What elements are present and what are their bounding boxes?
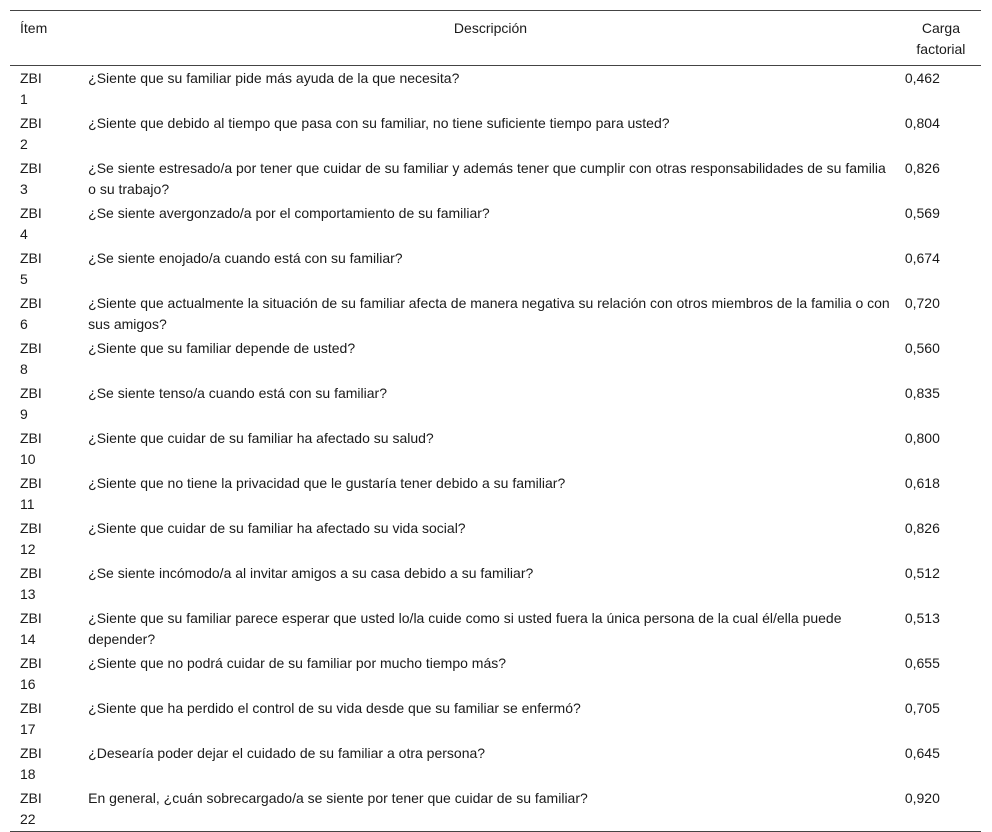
item-number: 8 [20, 361, 28, 377]
table-row [10, 471, 981, 516]
item-number: 6 [20, 316, 28, 332]
table-row [10, 516, 981, 561]
header-item: Ítem [20, 20, 48, 36]
item-code: ZBI [20, 790, 42, 806]
item-cell [10, 246, 88, 291]
loading-cell: 0,804 [904, 115, 940, 131]
item-code: ZBI [20, 430, 42, 446]
table-row [10, 381, 981, 426]
factor-loadings-table [10, 10, 981, 832]
item-cell [10, 786, 88, 832]
description-cell: En general, ¿cuán sobrecargado/a se siente por tener que cuidar de su familiar? [88, 790, 588, 806]
item-number: 17 [20, 721, 36, 737]
item-code: ZBI [20, 70, 42, 86]
table-header [10, 11, 981, 66]
table-row [10, 111, 981, 156]
item-number: 2 [20, 136, 28, 152]
table-row [10, 246, 981, 291]
item-code: ZBI [20, 250, 42, 266]
description-cell: ¿Siente que su familiar pide más ayuda de la que necesita? [88, 70, 460, 86]
loading-cell: 0,720 [904, 295, 940, 311]
loading-cell: 0,513 [904, 610, 940, 626]
item-cell [10, 426, 88, 471]
description-cell: ¿Se siente avergonzado/a por el comportamiento de su familiar? [88, 205, 490, 221]
header-loading-line1: Carga [921, 20, 960, 36]
item-cell [10, 696, 88, 741]
item-code: ZBI [20, 295, 42, 311]
item-cell [10, 336, 88, 381]
item-cell [10, 651, 88, 696]
header-row [10, 11, 981, 66]
item-code: ZBI [20, 160, 42, 176]
table-row [10, 156, 981, 201]
loading-cell: 0,835 [904, 385, 940, 401]
item-code: ZBI [20, 475, 42, 491]
header-loading-line2: factorial [916, 41, 966, 57]
item-code: ZBI [20, 115, 42, 131]
factor-loadings-table-container [10, 10, 981, 832]
item-number: 5 [20, 271, 28, 287]
loading-cell: 0,618 [904, 475, 940, 491]
description-cell: ¿Siente que cuidar de su familiar ha afectado su salud? [88, 430, 434, 446]
item-cell [10, 606, 88, 651]
item-number: 4 [20, 226, 28, 242]
item-code: ZBI [20, 520, 42, 536]
description-cell: ¿Se siente enojado/a cuando está con su familiar? [88, 250, 403, 266]
item-cell [10, 561, 88, 606]
item-cell [10, 111, 88, 156]
item-cell [10, 201, 88, 246]
item-number: 3 [20, 181, 28, 197]
loading-cell: 0,826 [904, 160, 940, 176]
loading-cell: 0,705 [904, 700, 940, 716]
item-code: ZBI [20, 565, 42, 581]
item-number: 12 [20, 541, 36, 557]
item-cell [10, 381, 88, 426]
item-code: ZBI [20, 700, 42, 716]
loading-cell: 0,560 [904, 340, 940, 356]
description-cell: ¿Se siente estresado/a por tener que cuidar de su familiar y además tener que cumplir con otras responsabilidades de su familia o su trabajo? [88, 160, 886, 197]
item-number: 1 [20, 91, 28, 107]
description-cell: ¿Siente que ha perdido el control de su vida desde que su familiar se enfermó? [88, 700, 581, 716]
item-code: ZBI [20, 610, 42, 626]
table-row [10, 201, 981, 246]
item-number: 11 [20, 496, 35, 512]
table-body [10, 66, 981, 832]
description-cell: ¿Se siente incómodo/a al invitar amigos a su casa debido a su familiar? [88, 565, 534, 581]
item-number: 22 [20, 811, 36, 827]
item-number: 13 [20, 586, 36, 602]
header-loading [901, 11, 981, 66]
loading-cell: 0,826 [904, 520, 940, 536]
item-code: ZBI [20, 745, 42, 761]
item-code: ZBI [20, 385, 42, 401]
table-row [10, 561, 981, 606]
item-number: 14 [20, 631, 36, 647]
item-cell [10, 516, 88, 561]
table-row [10, 696, 981, 741]
table-row [10, 606, 981, 651]
description-cell: ¿Siente que actualmente la situación de su familiar afecta de manera negativa su relación con otros miembros de la familia o con sus amigos? [88, 295, 890, 332]
header-description: Descripción [453, 20, 528, 36]
description-cell: ¿Siente que su familiar parece esperar que usted lo/la cuide como si usted fuera la única persona de la cual él/ella puede depender? [88, 610, 842, 647]
loading-cell: 0,655 [904, 655, 940, 671]
loading-cell: 0,920 [904, 790, 940, 806]
loading-cell: 0,569 [904, 205, 940, 221]
description-cell: ¿Se siente tenso/a cuando está con su familiar? [88, 385, 387, 401]
table-row [10, 786, 981, 832]
loading-cell: 0,645 [904, 745, 940, 761]
loading-cell: 0,462 [904, 70, 940, 86]
item-number: 10 [20, 451, 36, 467]
item-code: ZBI [20, 205, 42, 221]
description-cell: ¿Desearía poder dejar el cuidado de su familiar a otra persona? [88, 745, 486, 761]
description-cell: ¿Siente que no tiene la privacidad que le gustaría tener debido a su familiar? [88, 475, 566, 491]
loading-cell: 0,512 [904, 565, 940, 581]
table-row [10, 741, 981, 786]
table-row [10, 336, 981, 381]
item-cell [10, 291, 88, 336]
item-code: ZBI [20, 340, 42, 356]
item-cell [10, 66, 88, 112]
description-cell: ¿Siente que no podrá cuidar de su familiar por mucho tiempo más? [88, 655, 507, 671]
item-number: 16 [20, 676, 36, 692]
item-cell [10, 741, 88, 786]
table-row [10, 291, 981, 336]
description-cell: ¿Siente que debido al tiempo que pasa con su familiar, no tiene suficiente tiempo para usted? [88, 115, 670, 131]
item-number: 9 [20, 406, 28, 422]
item-cell [10, 471, 88, 516]
item-number: 18 [20, 766, 36, 782]
item-cell [10, 156, 88, 201]
table-row [10, 651, 981, 696]
description-cell: ¿Siente que su familiar depende de usted? [88, 340, 356, 356]
table-row [10, 66, 981, 112]
loading-cell: 0,674 [904, 250, 940, 266]
loading-cell: 0,800 [904, 430, 940, 446]
description-cell: ¿Siente que cuidar de su familiar ha afectado su vida social? [88, 520, 466, 536]
table-row [10, 426, 981, 471]
item-code: ZBI [20, 655, 42, 671]
